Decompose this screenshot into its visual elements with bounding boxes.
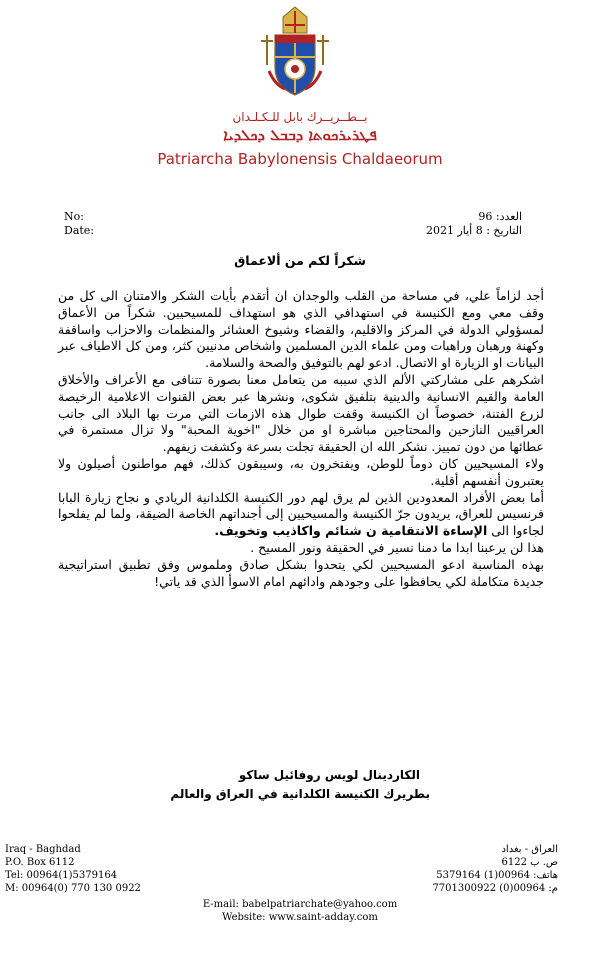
document-number: العدد: 96 [478, 210, 522, 223]
letterhead-latin-name: Patriarcha Babylonensis Chaldaeorum [157, 150, 443, 168]
letter-heading: شكراً لكم من ألاعماق [234, 253, 366, 268]
date-label: Date: [64, 224, 95, 237]
footer-left-line: P.O. Box 6112 [5, 857, 75, 868]
signature-title: بطريرك الكنيسة الكلدانية في العراق والعالم [170, 787, 430, 801]
signature-name: الكاردينال لويس روفائيل ساكو [238, 768, 420, 782]
paragraph-6: بهذه المناسبة ادعو المسيحيين لكي يتحدوا بشكل صادق وملموس وفق تطبيق استراتيجية جديدة متكاملة لكي يحافظوا على وجودهم وادائهم امام الاسوأ الذي قد ياتي! [58, 556, 544, 589]
footer-left [5, 843, 141, 895]
footer-right-line: م: 00964(0) 7701300922 [432, 883, 558, 894]
paragraph-4-text: أما بعض الأفراد المعدودين الذين لم يرق لهم دور الكنيسة الكلدانية الريادي و نجاح زيارة البابا فرنسيس للعراق، يريدون جرّ الكنيسة والمسيحيين إلى أجنداتهم الخاصة الضيقة، ولما لم يفلحوا لجاءوا الى [58, 489, 544, 539]
paragraph-5: هذا لن يرعبنا ابدا ما دمنا نسير في الحقيقة ونور المسيح . [250, 539, 544, 555]
document-date: التاريخ : 8 أيار 2021 [425, 224, 522, 237]
no-label: No: [64, 210, 84, 223]
footer-right-line: العراق - بغداد [501, 844, 558, 855]
letter-body [58, 288, 544, 590]
footer-email[interactable]: E-mail: babelpatriarchate@yahoo.com [202, 899, 398, 910]
paragraph-2: اشكرهم على مشاركتي الألم الذي سببه من يتعامل معنا بصورة تتنافى مع الأعراف والأخلاق العامة والقيم الانسانية والدينية بتلفيق شكوى، ونشرها عبر بعض القنوات الاعلامية الرخيصة لزرع الفتنة، خصوصاً ان الكنيسة وقفت طوال هذه الازمات التي مرت بها البلاد الى جانب العراقيين النازحين والمحتاجين مباشرة او من خلال "اخوية المحبة" ولا تزال مستمرة في عطائها من دون تمييز. نشكر الله ان الحقيقة تجلت بسرعة وكشفت زيفهم. [58, 371, 544, 455]
footer-left-line: M: 00964(0) 770 130 0922 [5, 883, 141, 894]
paragraph-4 [58, 490, 544, 540]
coat-of-arms-icon [255, 5, 335, 100]
footer-right [432, 843, 558, 895]
footer-left-line: Iraq - Baghdad [5, 844, 81, 855]
footer-right-line: هاتف: 00964(1) 5379164 [436, 870, 558, 881]
paragraph-3: ولاء المسيحيين كان دوماً للوطن، ويفتخرون به، وسيبقون كذلك، فهم مواطنون أصيلون ولا يعتبرون أنفسهم أقلية. [58, 455, 544, 488]
letterhead-arabic-name: بــطــريــرك بابل للـكـلـدان [232, 110, 368, 124]
footer-left-line: Tel: 00964(1)5379164 [5, 870, 118, 881]
bold-phrase: الإساءة الانتقامية ن شتائم واكاذيب وتخويف. [214, 523, 488, 539]
paragraph-1: أجد لزاماً علي، في مساحة من القلب والوجدان ان أتقدم بأيات الشكر والامتنان الى كل من وقف معي ومع الكنيسة في استهدافي الذي هو استهداف للمسيحيين. شكراً من الأعماق لمسؤولي الدولة في المركز والاقليم، والقضاء وشيوخ العشائر والمنظمات والاحزاب واساقفة وكهنة ورهبان وراهبات ومن علماء الدين المسلمين واشخاص مدنيين كثر، ومن كل الاطياف عبر البيانات او الزيارة او الاتصال. ادعو لهم بالتوفيق والصحة والسلامة. [58, 288, 544, 371]
footer-right-line: ص. ب 6122 [501, 857, 558, 868]
footer-website[interactable]: Website: www.saint-adday.com [222, 912, 378, 923]
letterhead-syriac-name: ܦܛܪܝܪܟܘܬܐ ܕܒܒܠ ܕܟܠܕܝܐ [223, 126, 377, 144]
